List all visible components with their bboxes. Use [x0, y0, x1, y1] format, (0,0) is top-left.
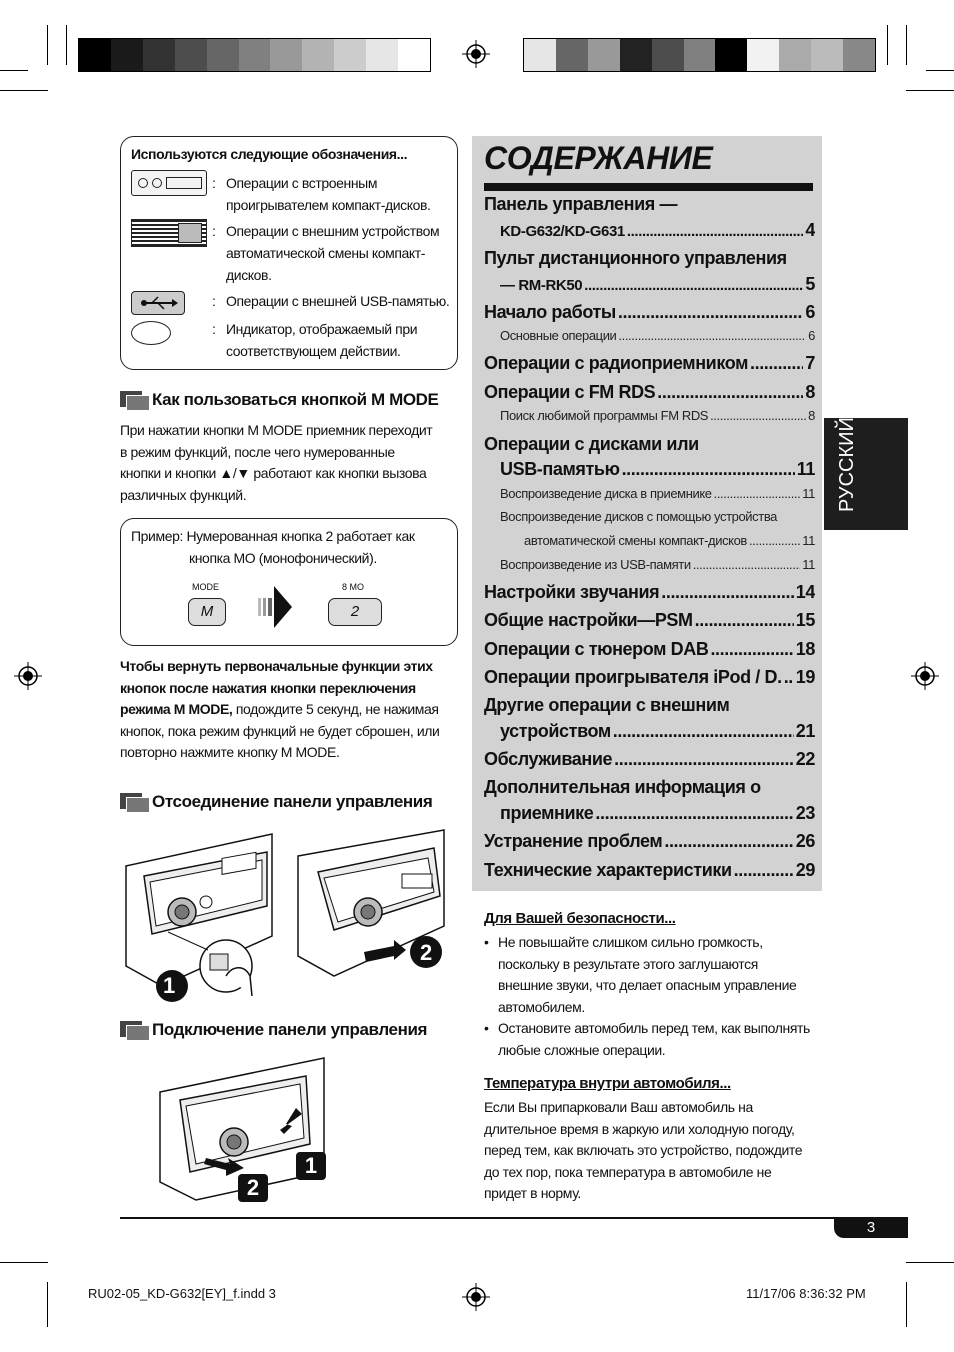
m-mode-button-label: M — [200, 603, 214, 620]
built-in-cd-icon — [131, 170, 207, 196]
registration-mark-icon — [462, 40, 490, 68]
attach-step-1-label: 1 — [304, 1153, 318, 1178]
color-bar-left — [78, 38, 431, 72]
toc-entry[interactable]: Начало работы ..... 6 — [484, 302, 815, 326]
cd-changer-icon — [131, 219, 207, 247]
mmode-body: При нажатии кнопки M MODE приемник переходит в режим функций, после чего нумерованные кнопки и кнопки ▲/▼ работают как кнопки вызова различных функций. — [120, 422, 433, 503]
color-bar-right — [523, 38, 876, 72]
section-icon — [120, 1021, 148, 1039]
footer-file: RU02-05_KD-G632[EY]_f.indd 3 — [88, 1286, 276, 1301]
m-mode-button — [188, 598, 226, 626]
footer-datetime: 11/17/06 8:36:32 PM — [746, 1286, 866, 1301]
toc-title: СОДЕРЖАНИЕ — [484, 140, 713, 176]
revert-paragraph: Чтобы вернуть первоначальные функции этих кнопок после нажатия кнопки переключения режима M MODE, подождите 5 секунд, не нажимая кнопок, пока режим функций не будет сброшен, или повторно нажмите кнопку M MODE. — [120, 658, 440, 760]
example-line-2: кнопка MO (монофонический). — [189, 550, 377, 566]
footer-rule — [120, 1217, 908, 1219]
legend-heading: Используются следующие обозначения... — [131, 146, 408, 162]
page-number: 3 — [834, 1218, 908, 1238]
toc-entry[interactable]: Панель управления — — [484, 194, 678, 214]
attach-title: Подключение панели управления — [152, 1020, 428, 1039]
toc-entry[interactable]: Воспроизведение из USB-памяти ..... 11 — [500, 557, 815, 577]
toc-entry[interactable]: Поиск любимой программы FM RDS ..... 8 — [500, 408, 815, 428]
toc-entry[interactable]: Воспроизведение дисков с помощью устройства — [500, 509, 778, 524]
toc-entry[interactable]: Технические характеристики ..... 29 — [484, 860, 815, 884]
toc-entry[interactable]: Операции с дисками или — [484, 434, 699, 454]
safety-bullet: • Не повышайте слишком сильно громкость, поскольку в результате этого заглушаются внешние звуки, что делает опасным управление автомобилем. — [484, 934, 797, 1015]
detach-illustration-1 — [122, 826, 282, 1010]
mode-caption: MODE — [192, 582, 219, 592]
toc-entry[interactable]: Настройки звучания ..... 14 — [484, 582, 815, 606]
toc-entry[interactable]: Воспроизведение диска в приемнике ..... 11 — [500, 486, 815, 506]
detach-title: Отсоединение панели управления — [152, 792, 433, 811]
toc-entry[interactable]: автоматической смены компакт-дисков ..... 11 — [524, 533, 815, 553]
toc-entry[interactable]: Операции проигрывателя iPod / D. ..... 19 — [484, 667, 815, 691]
step-2-label: 2 — [420, 940, 433, 965]
toc-entry[interactable]: приемнике ..... 23 — [500, 803, 815, 827]
registration-mark-icon — [911, 662, 939, 690]
section-icon — [120, 793, 148, 811]
example-line-1: Пример: Нумерованная кнопка 2 работает как — [131, 528, 415, 544]
mmode-title: Как пользоваться кнопкой M MODE — [152, 390, 439, 409]
toc-entry[interactable]: USB-памятью ..... 11 — [500, 459, 815, 483]
number-2-button — [328, 598, 382, 626]
usb-icon — [131, 291, 185, 315]
temperature-body: Если Вы припарковали Ваш автомобиль на длительное время в жаркую или холодную погоду, перед тем, как включать это устройство, подождите до тех пор, пока температура в автомобиле не придет в норму. — [484, 1099, 803, 1201]
section-icon — [120, 391, 148, 409]
temperature-title: Температура внутри автомобиля... — [484, 1075, 731, 1092]
toc-entry[interactable]: Операции с радиоприемником ..... 7 — [484, 353, 815, 377]
safety-title: Для Вашей безопасности... — [484, 910, 676, 927]
toc-entry[interactable]: Устранение проблем ..... 26 — [484, 831, 815, 855]
safety-bullet: • Остановите автомобиль перед тем, как выполнять любые сложные операции. — [484, 1020, 810, 1058]
attach-step-2-label: 2 — [246, 1175, 260, 1200]
toc-entry[interactable]: Операции с FM RDS ..... 8 — [484, 382, 815, 406]
step-1-label: 1 — [163, 973, 176, 998]
toc-entry[interactable]: Общие настройки—PSM ..... 15 — [484, 610, 815, 634]
toc-title-rule — [484, 183, 813, 191]
attach-step-1-badge — [296, 1152, 326, 1180]
toc-entry[interactable]: Основные операции ..... 6 — [500, 328, 815, 348]
toc-entry[interactable]: Обслуживание ..... 22 — [484, 749, 815, 773]
toc-entry[interactable]: Другие операции с внешним — [484, 695, 730, 715]
toc-entry[interactable]: устройством ..... 21 — [500, 721, 815, 745]
mo-caption: 8 MO — [342, 582, 365, 592]
language-tab-label: РУССКИЙ — [836, 417, 858, 512]
toc-entry[interactable]: — RM-RK50 ..... 5 — [500, 274, 815, 296]
arrow-right-icon — [258, 584, 292, 630]
indicator-oval-icon — [131, 321, 171, 345]
attach-step-2-badge — [238, 1174, 268, 1202]
toc-entry[interactable]: Дополнительная информация о — [484, 777, 761, 797]
registration-mark-icon — [14, 662, 42, 690]
toc-entry[interactable]: KD-G632/KD-G631 ..... 4 — [500, 220, 815, 242]
toc-entry[interactable]: Операции с тюнером DAB ..... 18 — [484, 639, 815, 663]
toc-entry[interactable]: Пульт дистанционного управления — [484, 248, 787, 268]
registration-mark-icon — [462, 1283, 490, 1311]
number-2-button-label: 2 — [350, 603, 360, 620]
